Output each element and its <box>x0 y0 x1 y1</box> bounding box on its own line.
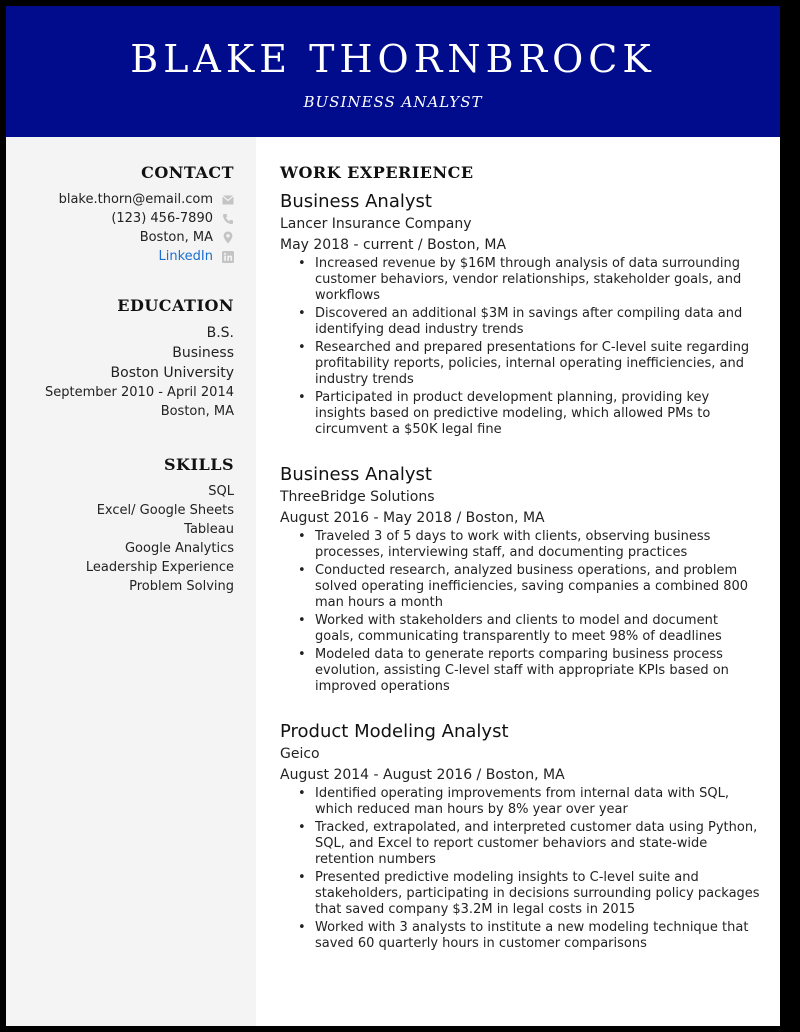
contact-heading: CONTACT <box>141 163 234 182</box>
job-bullet: • Discovered an additional $3M in savings after compiling data and identifying dead industry trends <box>280 306 760 338</box>
skills-heading: SKILLS <box>164 455 234 474</box>
location-pin-icon <box>222 232 234 244</box>
job-bullets <box>280 256 760 438</box>
phone-text: (123) 456-7890 <box>111 211 213 226</box>
phone-icon <box>222 213 234 225</box>
job-bullet: • Participated in product development planning, providing key insights based on predictive modeling, which allowed PMs to circumvent a $50K legal fine <box>280 390 760 438</box>
job-title: Business Analyst <box>280 464 432 485</box>
job-bullet: • Conducted research, analyzed business operations, and problem solved operating inefficiencies, saving companies a combined 800 man hours a month <box>280 563 760 611</box>
contact-location <box>6 228 234 247</box>
job-company: ThreeBridge Solutions <box>280 489 435 505</box>
job-dates: May 2018 - current / Boston, MA <box>280 237 507 253</box>
job-company: Geico <box>280 746 320 762</box>
skill-item: Google Analytics <box>124 541 234 556</box>
job-bullet: • Traveled 3 of 5 days to work with clients, observing business processes, interviewing staff, and documenting practices <box>280 529 760 561</box>
skill-item: Tableau <box>184 522 234 537</box>
job-bullet: • Worked with stakeholders and clients to model and document goals, communicating transparently to meet 98% of deadlines <box>280 613 760 645</box>
job-bullet: • Increased revenue by $16M through analysis of data surrounding customer behaviors, vendor relationships, stakeholder goals, and workflows <box>280 256 760 304</box>
job-entry <box>280 190 760 440</box>
job-bullet: • Identified operating improvements from internal data with SQL, which reduced man hours by 8% year over year <box>280 786 760 818</box>
job-bullet: • Modeled data to generate reports comparing business process evolution, assisting C-level staff with appropriate KPIs based on improved operations <box>280 647 760 695</box>
job-bullets <box>280 786 760 952</box>
location-text: Boston, MA <box>139 230 213 245</box>
job-company: Lancer Insurance Company <box>280 216 472 232</box>
job-title: Business Analyst <box>280 191 432 212</box>
education-dates: September 2010 - April 2014 <box>45 385 234 400</box>
resume-header <box>6 6 780 137</box>
job-dates: August 2014 - August 2016 / Boston, MA <box>280 767 565 783</box>
linkedin-icon <box>222 251 234 263</box>
candidate-title: BUSINESS ANALYST <box>303 93 483 111</box>
contact-phone <box>6 209 234 228</box>
envelope-icon <box>222 194 234 206</box>
job-bullet: • Worked with 3 analysts to institute a new modeling technique that saved 60 quarterly hours in customer comparisons <box>280 920 760 952</box>
job-entry <box>280 720 760 954</box>
job-bullet: • Researched and prepared presentations for C-level suite regarding profitability reports, policies, internal operating inefficiencies, and industry trends <box>280 340 760 388</box>
education-section <box>6 296 234 421</box>
candidate-name: BLAKE THORNBROCK <box>130 37 656 81</box>
skill-item: Excel/ Google Sheets <box>96 503 234 518</box>
education-field: Business <box>172 345 234 361</box>
skill-item: Problem Solving <box>129 579 234 594</box>
job-bullets <box>280 529 760 695</box>
job-dates: August 2016 - May 2018 / Boston, MA <box>280 510 545 526</box>
education-degree: B.S. <box>206 325 234 341</box>
contact-section <box>6 163 234 266</box>
contact-email <box>6 190 234 209</box>
job-title: Product Modeling Analyst <box>280 721 509 742</box>
resume-page <box>6 6 780 1026</box>
email-text: blake.thorn@email.com <box>58 192 213 207</box>
skill-item: SQL <box>208 484 234 499</box>
linkedin-link[interactable]: LinkedIn <box>158 249 213 264</box>
sidebar <box>6 137 256 1026</box>
skill-item: Leadership Experience <box>85 560 234 575</box>
work-experience-heading: WORK EXPERIENCE <box>280 163 474 182</box>
job-bullet: • Presented predictive modeling insights to C-level suite and stakeholders, participating in decisions surrounding policy packages that saved company $3.2M in legal costs in 2015 <box>280 870 760 918</box>
education-location: Boston, MA <box>160 404 234 419</box>
education-school: Boston University <box>110 365 234 381</box>
contact-linkedin[interactable] <box>6 247 234 266</box>
job-entry <box>280 463 760 697</box>
education-heading: EDUCATION <box>117 296 234 315</box>
job-bullet: • Tracked, extrapolated, and interpreted customer data using Python, SQL, and Excel to report customer behaviors and state-wide retention numbers <box>280 820 760 868</box>
skills-section <box>6 455 234 596</box>
